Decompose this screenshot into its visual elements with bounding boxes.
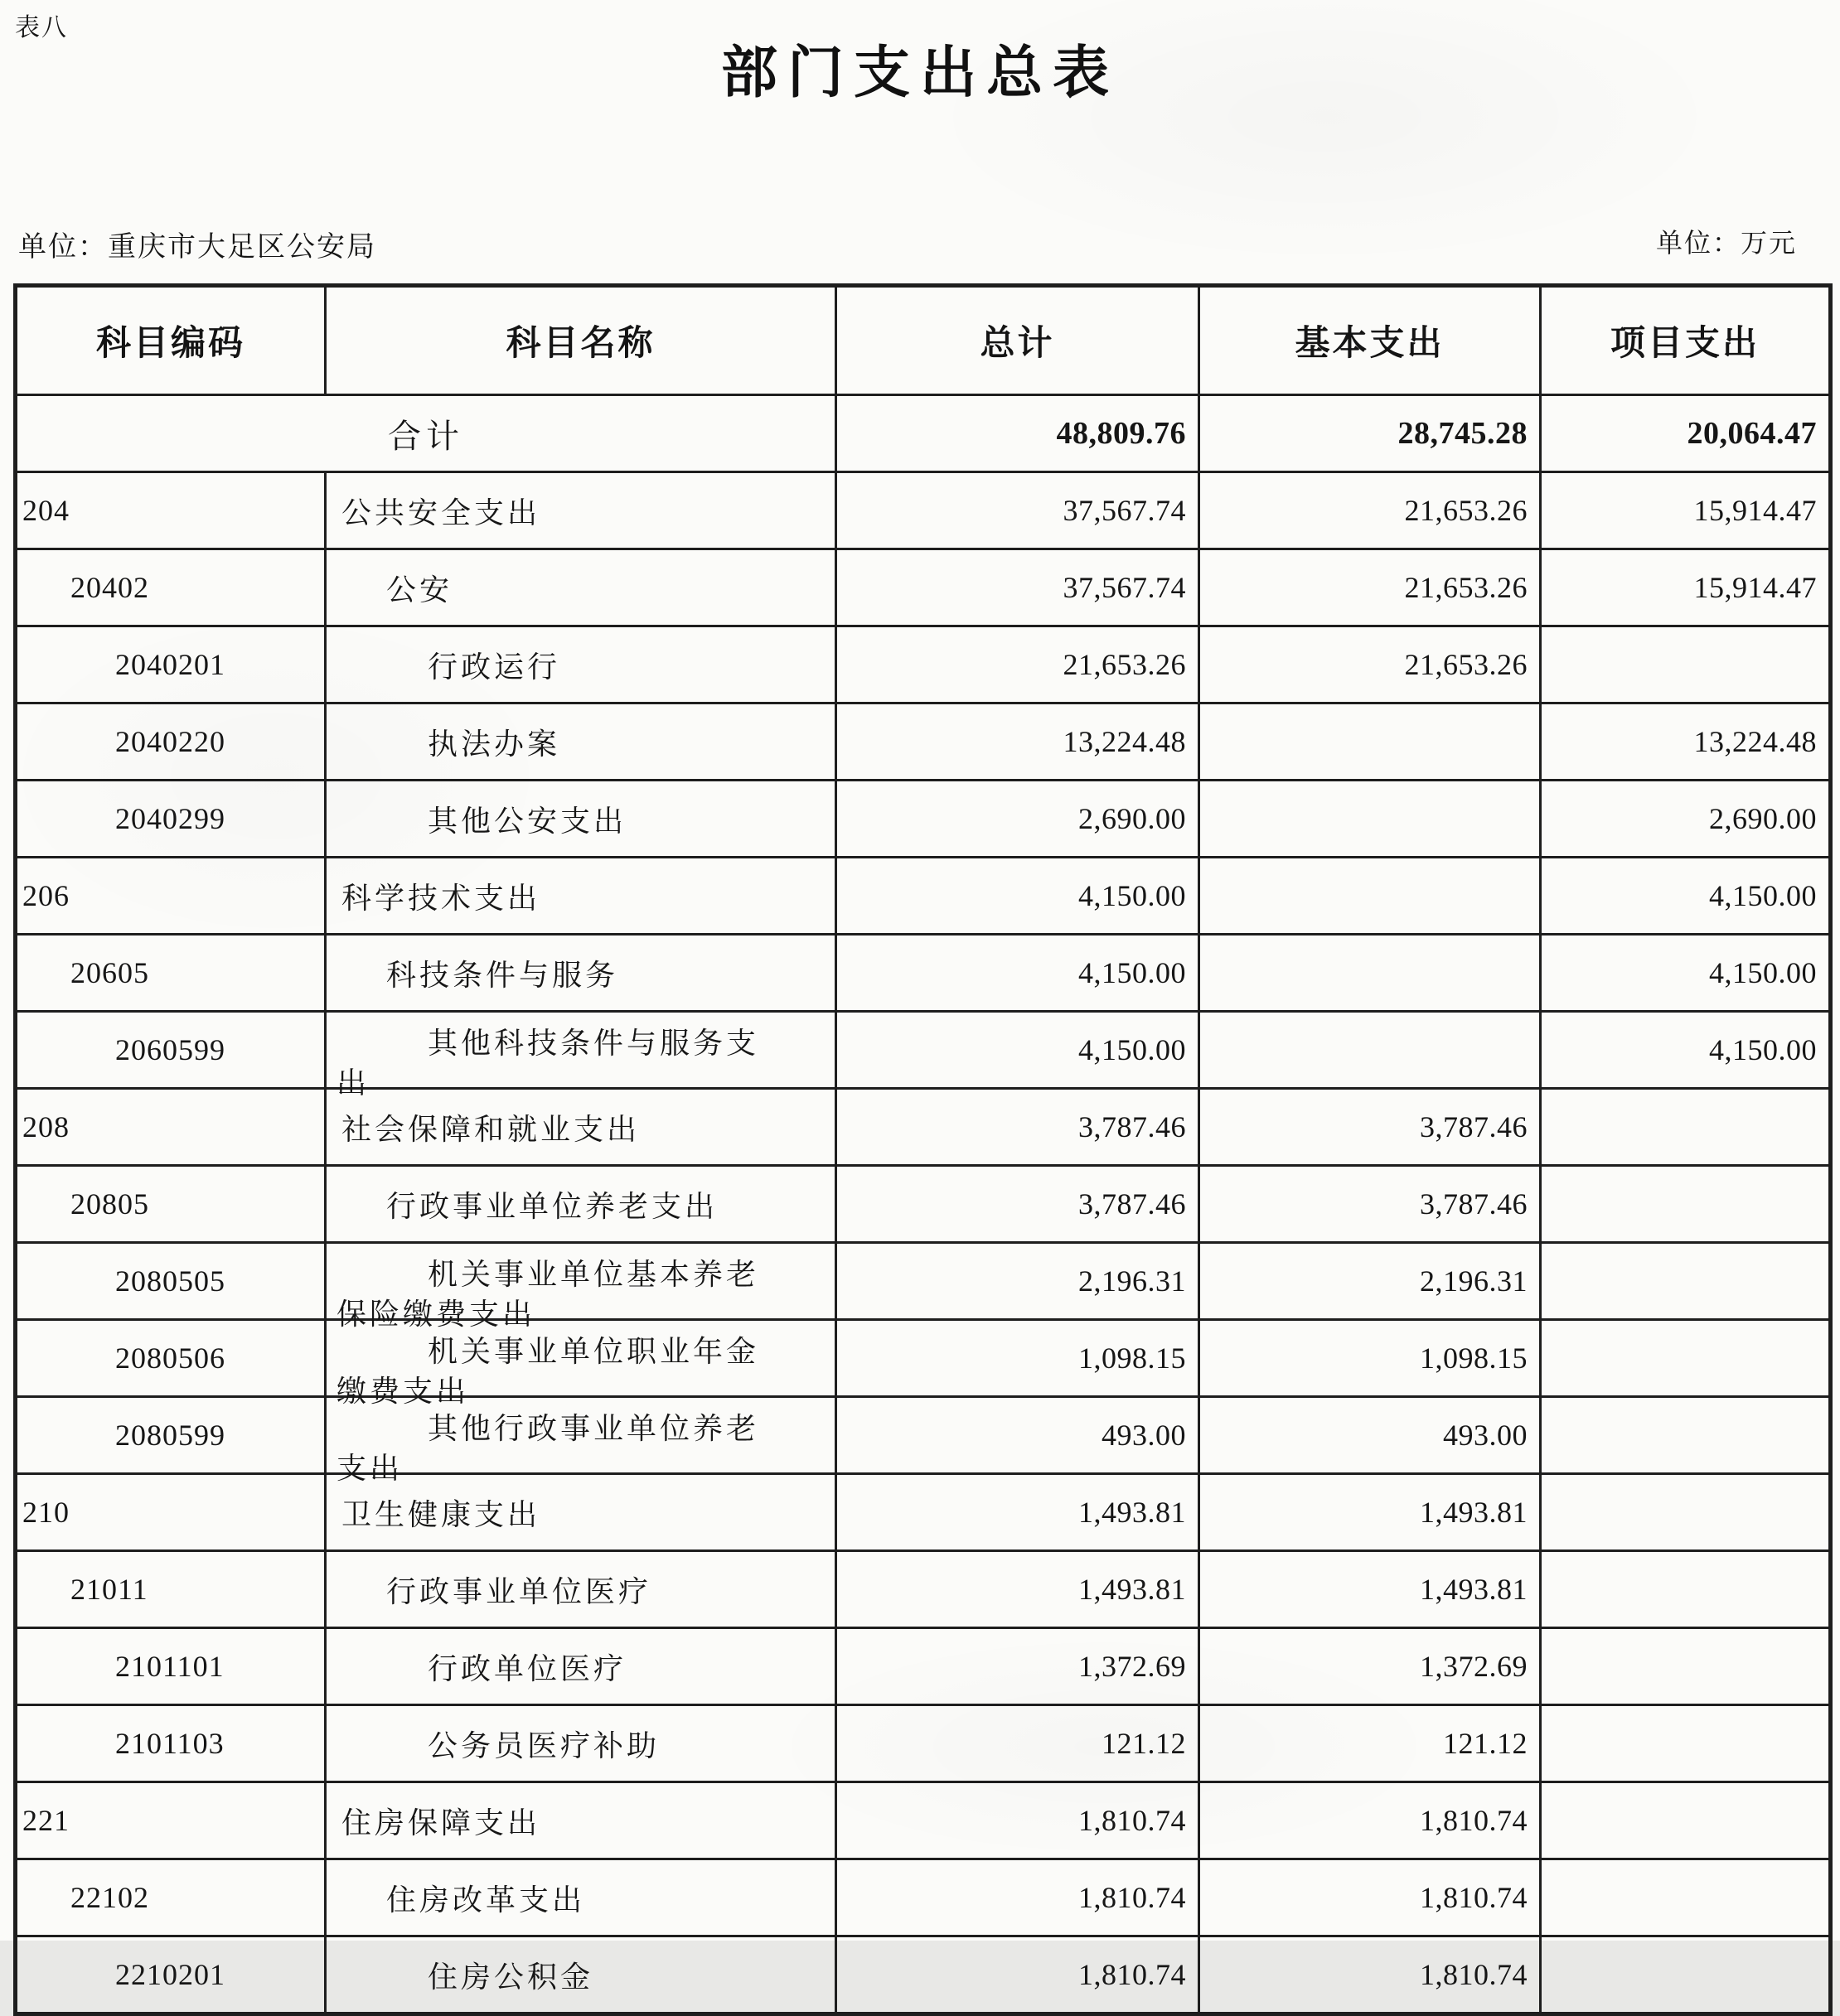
table-row	[16, 1474, 1831, 1551]
subject-code-cell: 204	[16, 472, 326, 549]
table-row	[16, 1320, 1831, 1397]
subject-name-text: 其他行政事业单位养老支出	[337, 1412, 760, 1485]
total-value-cell: 3,787.46	[836, 1166, 1199, 1243]
subject-name-text: 机关事业单位职业年金缴费支出	[337, 1335, 760, 1408]
basic-value-cell: 3,787.46	[1199, 1089, 1541, 1166]
basic-value-cell: 1,493.81	[1199, 1551, 1541, 1628]
table-row	[16, 1166, 1831, 1243]
subject-name-cell	[326, 781, 836, 858]
basic-value-cell: 121.12	[1199, 1705, 1541, 1782]
subject-name-cell	[326, 1782, 836, 1859]
subject-name-cell	[326, 1628, 836, 1705]
total-row-project: 20,064.47	[1541, 395, 1831, 472]
table-row	[16, 1782, 1831, 1859]
subject-name-cell	[326, 1166, 836, 1243]
project-value-cell: 15,914.47	[1541, 472, 1831, 549]
project-value-cell: 13,224.48	[1541, 703, 1831, 781]
basic-value-cell	[1199, 935, 1541, 1012]
table-row	[16, 626, 1831, 703]
subject-name-text: 公务员医疗补助	[428, 1728, 661, 1762]
department-unit-label: 单位：重庆市大足区公安局	[18, 232, 376, 263]
subject-name-text: 行政运行	[428, 650, 561, 684]
basic-value-cell: 21,653.26	[1199, 549, 1541, 626]
table-row	[16, 1012, 1831, 1089]
subject-name-cell	[326, 1705, 836, 1782]
subject-code-cell: 210	[16, 1474, 326, 1551]
total-value-cell: 37,567.74	[836, 549, 1199, 626]
subject-name-cell	[326, 703, 836, 781]
subject-name-cell	[326, 549, 836, 626]
basic-value-cell: 1,493.81	[1199, 1474, 1541, 1551]
subject-name-text: 行政事业单位养老支出	[386, 1189, 719, 1223]
table-row	[16, 858, 1831, 935]
page-title: 部门支出总表	[720, 41, 1119, 104]
project-value-cell	[1541, 1474, 1831, 1551]
project-value-cell	[1541, 1551, 1831, 1628]
basic-value-cell: 1,372.69	[1199, 1628, 1541, 1705]
subject-name-cell	[326, 1243, 836, 1331]
total-value-cell: 121.12	[836, 1705, 1199, 1782]
total-row-basic: 28,745.28	[1199, 395, 1541, 472]
basic-value-cell: 3,787.46	[1199, 1166, 1541, 1243]
table-row	[16, 549, 1831, 626]
total-value-cell: 1,810.74	[836, 1782, 1199, 1859]
subject-code-cell: 206	[16, 858, 326, 935]
project-value-cell	[1541, 1782, 1831, 1859]
subject-name-cell	[326, 1859, 836, 1936]
total-value-cell: 4,150.00	[836, 935, 1199, 1012]
col-header-basic-expenditure: 基本支出	[1199, 286, 1541, 395]
total-value-cell: 2,690.00	[836, 781, 1199, 858]
table-row	[16, 1397, 1831, 1474]
total-row	[16, 395, 1831, 472]
project-value-cell: 15,914.47	[1541, 549, 1831, 626]
subject-name-text: 行政单位医疗	[428, 1651, 627, 1685]
subject-code-cell: 2101101	[16, 1628, 326, 1705]
table-row	[16, 1628, 1831, 1705]
basic-value-cell: 1,098.15	[1199, 1320, 1541, 1397]
total-value-cell: 1,493.81	[836, 1474, 1199, 1551]
subject-code-cell: 2080506	[16, 1320, 326, 1397]
subject-code-cell: 20605	[16, 935, 326, 1012]
subject-code-cell: 2210201	[16, 1936, 326, 2014]
basic-value-cell: 1,810.74	[1199, 1782, 1541, 1859]
table-row	[16, 1243, 1831, 1320]
subject-name-text: 机关事业单位基本养老保险缴费支出	[337, 1258, 760, 1331]
subject-name-text: 住房保障支出	[341, 1806, 541, 1840]
subject-name-cell	[326, 1089, 836, 1166]
subject-name-cell	[326, 1012, 836, 1100]
project-value-cell: 2,690.00	[1541, 781, 1831, 858]
subject-name-cell	[326, 472, 836, 549]
total-value-cell: 3,787.46	[836, 1089, 1199, 1166]
subject-code-cell: 21011	[16, 1551, 326, 1628]
table-row	[16, 703, 1831, 781]
total-value-cell: 21,653.26	[836, 626, 1199, 703]
basic-value-cell: 1,810.74	[1199, 1936, 1541, 2014]
header-row	[16, 286, 1831, 395]
basic-value-cell	[1199, 858, 1541, 935]
total-value-cell: 1,810.74	[836, 1936, 1199, 2014]
total-row-total: 48,809.76	[836, 395, 1199, 472]
total-value-cell: 1,493.81	[836, 1551, 1199, 1628]
subject-name-text: 社会保障和就业支出	[341, 1112, 641, 1146]
total-value-cell: 4,150.00	[836, 1012, 1199, 1089]
basic-value-cell: 2,196.31	[1199, 1243, 1541, 1320]
subject-name-text: 其他公安支出	[428, 804, 627, 838]
project-value-cell	[1541, 1089, 1831, 1166]
subject-name-cell	[326, 1936, 836, 2014]
basic-value-cell	[1199, 703, 1541, 781]
total-value-cell: 493.00	[836, 1397, 1199, 1474]
basic-value-cell: 21,653.26	[1199, 472, 1541, 549]
col-header-total: 总计	[836, 286, 1199, 395]
project-value-cell	[1541, 1705, 1831, 1782]
project-value-cell	[1541, 1397, 1831, 1474]
table-row	[16, 935, 1831, 1012]
subject-name-cell	[326, 858, 836, 935]
project-value-cell	[1541, 626, 1831, 703]
total-row-label: 合计	[16, 395, 836, 472]
subject-name-text: 执法办案	[428, 727, 561, 761]
total-value-cell: 4,150.00	[836, 858, 1199, 935]
project-value-cell: 4,150.00	[1541, 858, 1831, 935]
subject-name-cell	[326, 626, 836, 703]
subject-name-text: 公安	[386, 573, 453, 607]
expenditure-summary-table	[13, 283, 1833, 2016]
currency-unit-label: 单位：万元	[1655, 228, 1797, 258]
subject-name-text: 行政事业单位医疗	[386, 1574, 652, 1608]
subject-name-text: 其他科技条件与服务支出	[337, 1027, 760, 1100]
subject-code-cell: 2040220	[16, 703, 326, 781]
total-value-cell: 2,196.31	[836, 1243, 1199, 1320]
subject-code-cell: 2101103	[16, 1705, 326, 1782]
subject-code-cell: 221	[16, 1782, 326, 1859]
subject-name-text: 卫生健康支出	[341, 1497, 541, 1531]
table-row	[16, 781, 1831, 858]
subject-code-cell: 20805	[16, 1166, 326, 1243]
col-header-project-expenditure: 项目支出	[1541, 286, 1831, 395]
basic-value-cell: 493.00	[1199, 1397, 1541, 1474]
project-value-cell	[1541, 1859, 1831, 1936]
subject-name-cell	[326, 935, 836, 1012]
project-value-cell	[1541, 1936, 1831, 2014]
subject-code-cell: 2080505	[16, 1243, 326, 1320]
col-header-subject-code: 科目编码	[16, 286, 326, 395]
subject-code-cell: 20402	[16, 549, 326, 626]
subject-name-text: 科技条件与服务	[386, 958, 619, 992]
project-value-cell	[1541, 1628, 1831, 1705]
total-value-cell: 1,372.69	[836, 1628, 1199, 1705]
table-row	[16, 1551, 1831, 1628]
table-row	[16, 1705, 1831, 1782]
total-value-cell: 1,810.74	[836, 1859, 1199, 1936]
total-value-cell: 1,098.15	[836, 1320, 1199, 1397]
basic-value-cell	[1199, 1012, 1541, 1089]
total-value-cell: 13,224.48	[836, 703, 1199, 781]
subject-name-cell	[326, 1551, 836, 1628]
basic-value-cell	[1199, 781, 1541, 858]
subject-code-cell: 22102	[16, 1859, 326, 1936]
subject-name-text: 住房改革支出	[386, 1883, 586, 1917]
total-value-cell: 37,567.74	[836, 472, 1199, 549]
project-value-cell	[1541, 1243, 1831, 1320]
table-body	[16, 395, 1831, 2014]
subject-name-text: 公共安全支出	[341, 496, 541, 529]
subject-code-cell: 2080599	[16, 1397, 326, 1474]
project-value-cell	[1541, 1166, 1831, 1243]
table-number-label: 表八	[15, 14, 68, 41]
table-row	[16, 1859, 1831, 1936]
subject-code-cell: 2040201	[16, 626, 326, 703]
table-row	[16, 472, 1831, 549]
project-value-cell	[1541, 1320, 1831, 1397]
subject-name-text: 科学技术支出	[341, 881, 541, 915]
project-value-cell: 4,150.00	[1541, 1012, 1831, 1089]
subject-code-cell: 2060599	[16, 1012, 326, 1089]
subject-code-cell: 2040299	[16, 781, 326, 858]
project-value-cell: 4,150.00	[1541, 935, 1831, 1012]
basic-value-cell: 21,653.26	[1199, 626, 1541, 703]
table-row	[16, 1936, 1831, 2014]
subject-code-cell: 208	[16, 1089, 326, 1166]
col-header-subject-name: 科目名称	[326, 286, 836, 395]
subject-name-text: 住房公积金	[428, 1960, 594, 1994]
basic-value-cell: 1,810.74	[1199, 1859, 1541, 1936]
table-row	[16, 1089, 1831, 1166]
